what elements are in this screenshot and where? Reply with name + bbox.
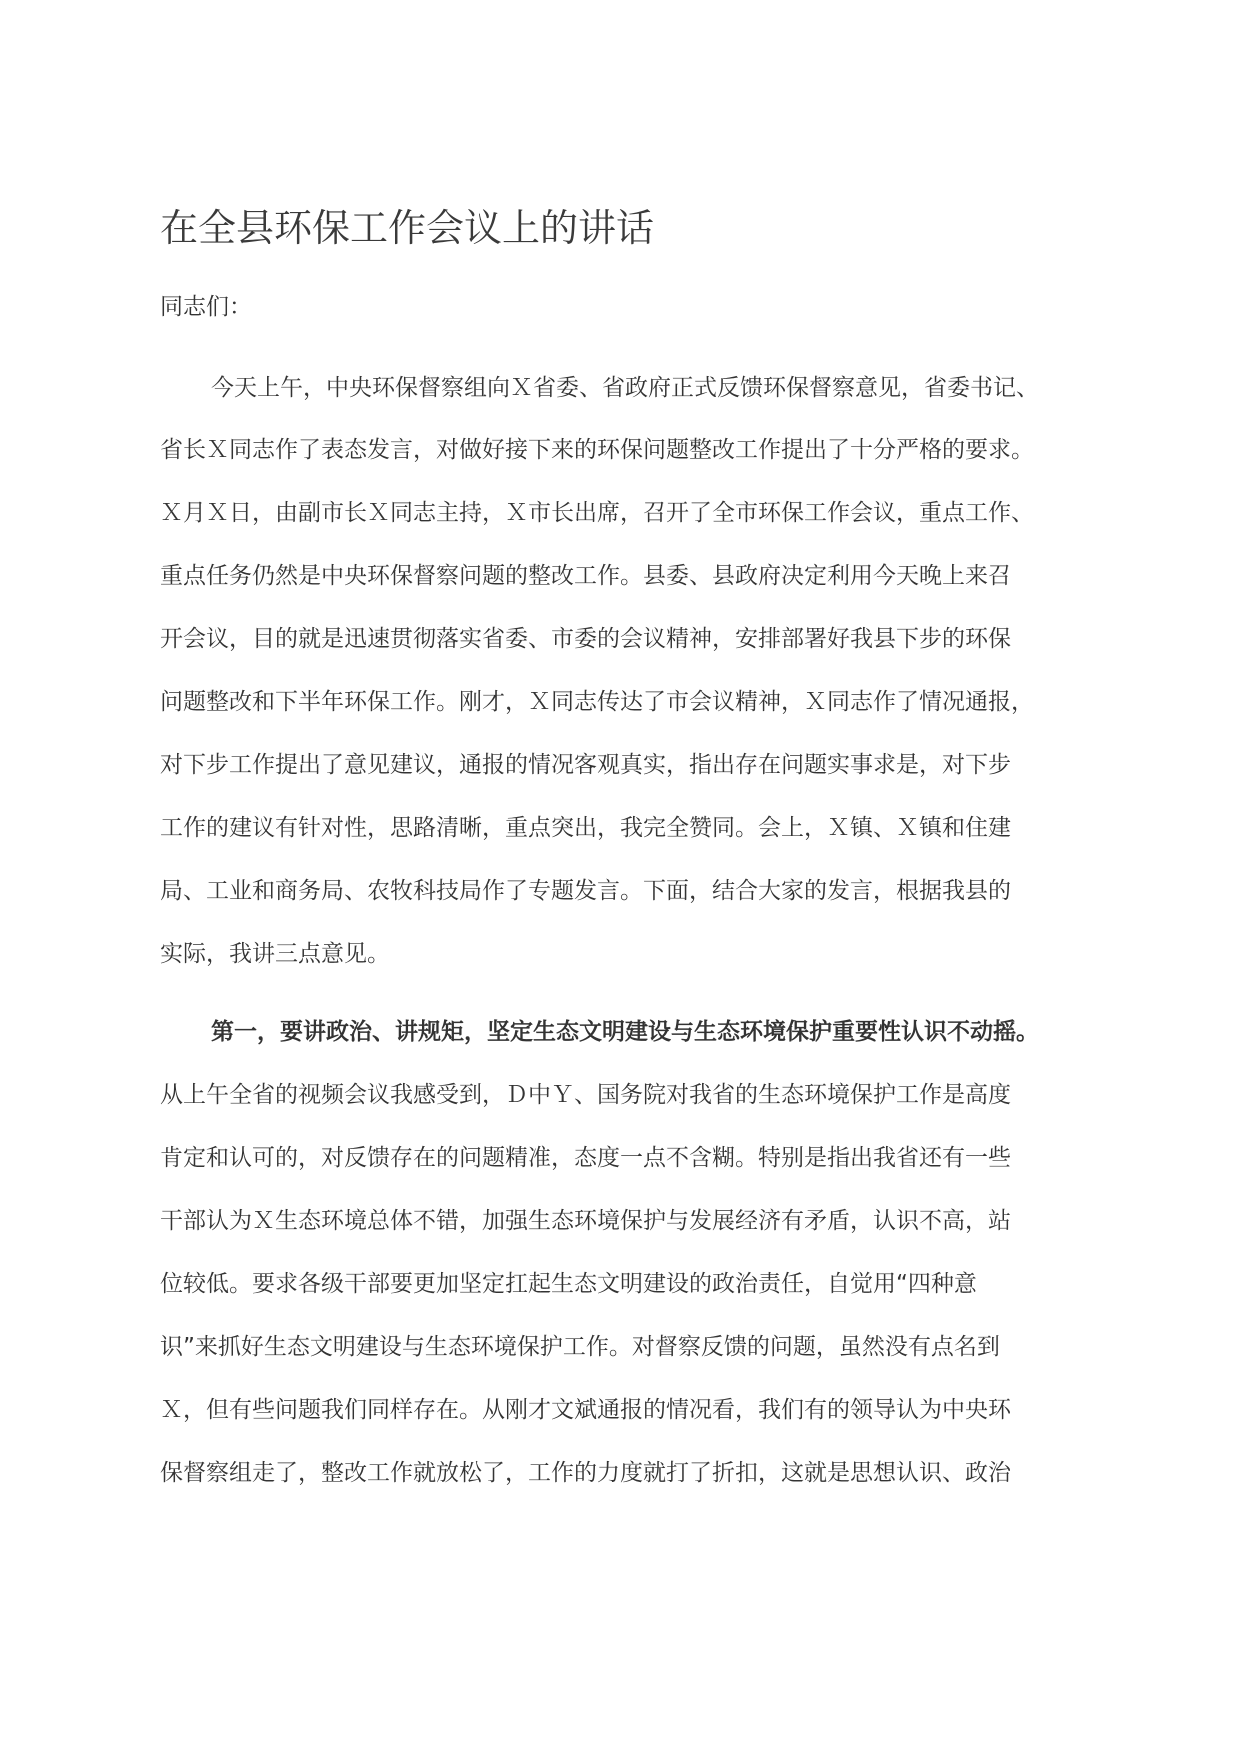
section-heading: 第一，要讲政治、讲规矩，坚定生态文明建设与生态环境保护重要性认识不动摇。	[211, 1019, 1039, 1045]
paragraph-line: 从上午全省的视频会议我感受到，Ｄ中Ｙ、国务院对我省的生态环境保护工作是高度	[160, 1082, 1011, 1108]
paragraph-line: 今天上午，中央环保督察组向Ｘ省委、省政府正式反馈环保督察意见，省委书记、	[211, 375, 1039, 401]
paragraph-line: 问题整改和下半年环保工作。刚才，Ｘ同志传达了市会议精神，Ｘ同志作了情况通报，	[160, 689, 1034, 715]
paragraph-line: 局、工业和商务局、农牧科技局作了专题发言。下面，结合大家的发言，根据我县的	[160, 878, 1011, 904]
paragraph-line: 保督察组走了，整改工作就放松了，工作的力度就打了折扣，这就是思想认识、政治	[160, 1460, 1011, 1486]
paragraph-line: 工作的建议有针对性，思路清晰，重点突出，我完全赞同。会上，Ｘ镇、Ｘ镇和住建	[160, 815, 1011, 841]
paragraph-line: 肯定和认可的，对反馈存在的问题精准，态度一点不含糊。特别是指出我省还有一些	[160, 1145, 1011, 1171]
paragraph-line: 实际，我讲三点意见。	[160, 941, 390, 967]
document-title: 在全县环保工作会议上的讲话	[160, 206, 655, 250]
paragraph-line: Ｘ月Ｘ日，由副市长Ｘ同志主持，Ｘ市长出席，召开了全市环保工作会议，重点工作、	[160, 500, 1034, 526]
paragraph-line: 重点任务仍然是中央环保督察问题的整改工作。县委、县政府决定利用今天晚上来召	[160, 563, 1011, 589]
paragraph-line: Ｘ，但有些问题我们同样存在。从刚才文斌通报的情况看，我们有的领导认为中央环	[160, 1397, 1011, 1423]
paragraph-line: 位较低。要求各级干部要更加坚定扛起生态文明建设的政治责任，自觉用“四种意	[160, 1271, 977, 1297]
paragraph-line: 干部认为Ｘ生态环境总体不错，加强生态环境保护与发展经济有矛盾，认识不高，站	[160, 1208, 1011, 1234]
paragraph-line: 对下步工作提出了意见建议，通报的情况客观真实，指出存在问题实事求是，对下步	[160, 752, 1011, 778]
salutation: 同志们：	[160, 294, 252, 320]
paragraph-line: 省长Ｘ同志作了表态发言，对做好接下来的环保问题整改工作提出了十分严格的要求。	[160, 437, 1034, 463]
paragraph-line: 开会议，目的就是迅速贯彻落实省委、市委的会议精神，安排部署好我县下步的环保	[160, 626, 1011, 652]
paragraph-line: 识”来抓好生态文明建设与生态环境保护工作。对督察反馈的问题，虽然没有点名到	[160, 1334, 1000, 1360]
